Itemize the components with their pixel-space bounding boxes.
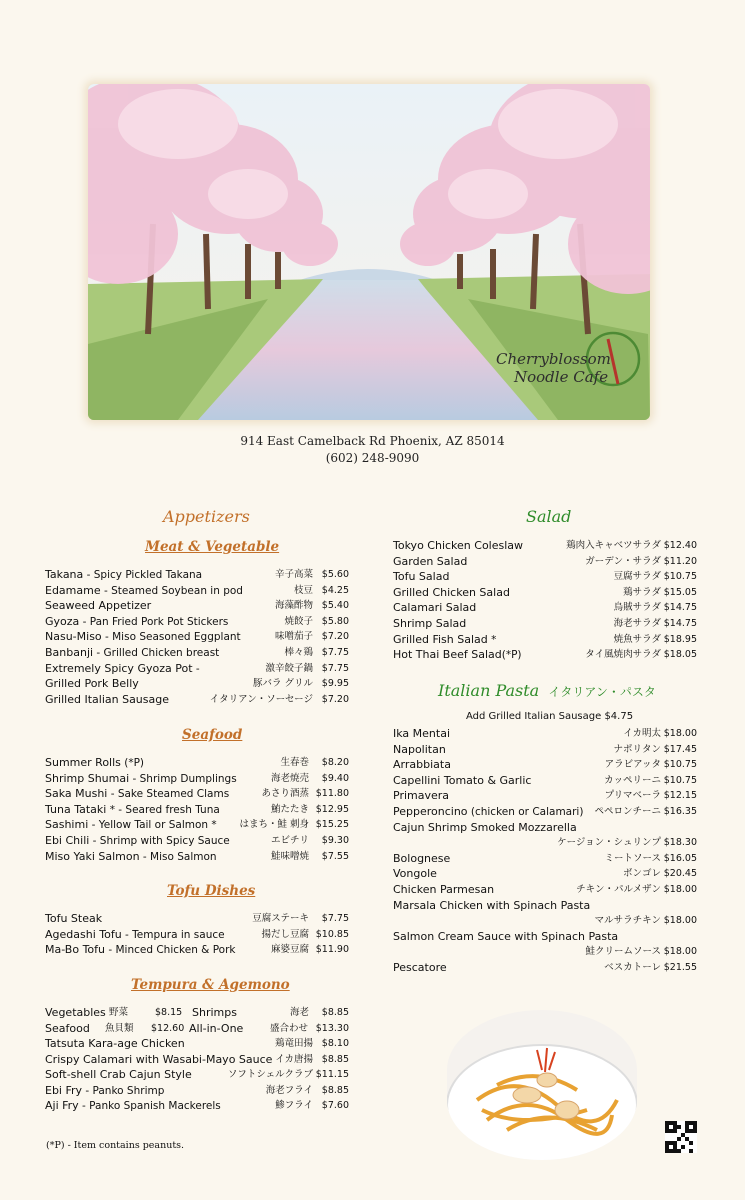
menu-item <box>45 614 349 630</box>
item-jp: 盛合わせ <box>270 1022 309 1034</box>
tempura-pair-row <box>45 1005 349 1021</box>
menu-item <box>45 583 349 599</box>
item-name: Miso Yaki Salmon <box>45 849 140 863</box>
item-name: Napolitan <box>393 742 446 756</box>
item-description: - Steamed Soybean in pod <box>100 584 243 597</box>
item-japanese-name: ナポリタン <box>613 743 661 755</box>
item-price: $10.75 <box>663 774 697 786</box>
item-price: $9.30 <box>321 834 349 846</box>
item-japanese-name: エビチリ <box>270 834 309 846</box>
item-name: Salmon Cream Sauce with Spinach Pasta <box>393 929 619 943</box>
item-japanese-name: 揚だし豆腐 <box>261 928 309 940</box>
item-japanese-name: はまち・鮭 刺身 <box>239 819 309 831</box>
item-price: $7.75 <box>321 646 349 658</box>
item-japanese-name: ボンゴレ <box>622 868 661 880</box>
item-price: $11.20 <box>663 555 697 567</box>
item-japanese-name: 激辛餃子鍋 <box>265 662 313 674</box>
menu-item <box>45 942 349 958</box>
item-name: Shrimps <box>192 1006 237 1019</box>
cafe-logo-text <box>496 350 611 386</box>
item-price: $18.00 <box>663 915 697 927</box>
item-name: All-in-One <box>189 1021 244 1035</box>
item-price: $7.75 <box>321 913 349 924</box>
tempura-list <box>45 1036 349 1114</box>
menu-item-continued <box>393 835 697 851</box>
item-price: $7.55 <box>321 850 349 862</box>
item-price: $8.85 <box>321 1084 349 1096</box>
menu-item <box>45 849 349 865</box>
menu-item <box>393 632 697 648</box>
item-name: Capellini Tomato & Garlic <box>393 773 532 787</box>
item-japanese-name: 海老サラダ <box>613 617 661 629</box>
item-japanese-name: カッペリーニ <box>604 774 661 786</box>
item-name: Tatsuta Kara-age Chicken <box>45 1037 185 1050</box>
item-name: Takana <box>45 568 84 581</box>
item-japanese-name: 生春巻 <box>280 757 309 768</box>
item-price: $14.75 <box>663 602 697 614</box>
item-price: $21.55 <box>663 961 697 973</box>
menu-item <box>45 927 349 943</box>
item-name: Ebi Fry <box>45 1083 83 1097</box>
item-name: Seaweed Appetizer <box>45 599 152 613</box>
item-price: $18.30 <box>663 837 697 849</box>
item-description: - Shrimp Dumplings <box>129 772 237 785</box>
item-description: - <box>192 662 200 675</box>
item-price: $7.20 <box>321 693 349 705</box>
item-price: $18.95 <box>663 633 697 645</box>
menu-item <box>393 600 697 616</box>
item-japanese-name: 海藻酢物 <box>274 600 313 612</box>
item-japanese-name: イカ唐揚 <box>275 1053 313 1065</box>
item-japanese-name: あさり酒蒸 <box>261 788 309 800</box>
item-name: Grilled Chicken Salad <box>393 585 510 599</box>
item-japanese-name: イカ明太 <box>623 728 661 739</box>
item-description: - Miso Salmon <box>139 850 217 863</box>
item-japanese-name: 鮭味噌焼 <box>270 850 309 862</box>
item-name: Cajun Shrimp Smoked Mozzarella <box>393 820 577 834</box>
item-price: $8.10 <box>321 1038 349 1049</box>
seafood-heading: Seafood <box>182 727 243 743</box>
item-japanese-name: 海老焼売 <box>270 772 309 784</box>
menu-item <box>45 771 349 787</box>
menu-item <box>45 1098 349 1114</box>
menu-item <box>393 820 697 836</box>
tempura-pairs <box>45 1005 349 1036</box>
item-price: $20.45 <box>663 868 697 880</box>
item-japanese-name: 海老フライ <box>265 1084 313 1096</box>
menu-item <box>393 742 697 758</box>
menu-item <box>45 1067 349 1083</box>
item-name: Calamari Salad <box>393 601 477 615</box>
menu-item <box>393 757 697 773</box>
item-description: - Panko Spanish Mackerels <box>78 1100 221 1113</box>
item-name: Pescatore <box>393 960 447 974</box>
item-price: $7.20 <box>321 631 349 643</box>
item-description: - Spicy Pickled Takana <box>83 569 203 581</box>
item-name: Primavera <box>393 789 450 803</box>
item-japanese-name: 鮭クリームソース <box>585 946 661 958</box>
item-name: Tuna Tataki <box>45 802 107 816</box>
item-jp: 海老 <box>290 1007 310 1018</box>
menu-item <box>393 898 697 914</box>
tempura-pair-row <box>45 1021 349 1037</box>
menu-item <box>393 851 697 867</box>
item-japanese-name: チキン・パルメザン <box>576 883 661 895</box>
item-name: Sashimi <box>45 818 89 832</box>
menu-item <box>45 661 349 677</box>
item-price: $12.95 <box>315 803 349 815</box>
item-name: Tofu Salad <box>393 570 450 584</box>
menu-item <box>45 692 349 708</box>
item-jp: 野菜 <box>109 1007 129 1018</box>
item-japanese-name: 麻婆豆腐 <box>270 944 309 956</box>
item-price: $18.05 <box>663 649 697 661</box>
item-japanese-name: 焼魚サラダ <box>613 633 661 645</box>
item-price: $10.85 <box>315 928 349 940</box>
menu-item <box>393 585 697 601</box>
item-japanese-name: 焼餃子 <box>284 615 313 627</box>
item-name: Edamame <box>45 583 101 597</box>
item-japanese-name: ケージョン・シュリンプ <box>557 837 661 849</box>
item-name: Tokyo Chicken Coleslaw <box>393 539 524 552</box>
meat-vegetable-heading: Meat & Vegetable <box>145 539 280 555</box>
menu-item <box>45 567 349 583</box>
item-name: Ma-Bo Tofu <box>45 943 106 957</box>
item-name: Vongole <box>393 867 437 881</box>
menu-item <box>45 629 349 645</box>
item-name: Grilled Fish Salad <box>393 632 488 646</box>
pasta-heading <box>438 681 656 700</box>
item-japanese-name: 枝豆 <box>293 584 313 596</box>
item-japanese-name: 豚バラ グリル <box>252 678 313 690</box>
appetizers-heading: Appetizers <box>163 507 250 526</box>
item-price: $16.05 <box>663 852 697 864</box>
menu-item <box>393 616 697 632</box>
meat-vegetable-list <box>45 567 349 707</box>
menu-item <box>393 554 697 570</box>
item-name: Bolognese <box>393 851 451 865</box>
item-price: $12.60 <box>151 1022 185 1034</box>
item-price: $17.45 <box>663 743 697 755</box>
item-name: Ebi Chili <box>45 833 90 847</box>
menu-item <box>393 788 697 804</box>
item-description: - Sake Steamed Clams <box>107 788 230 801</box>
item-price: $8.85 <box>321 1007 349 1018</box>
menu-item <box>45 645 349 661</box>
item-description: (*P) <box>501 649 522 662</box>
item-japanese-name: 豆腐ステーキ <box>252 913 309 924</box>
menu-item <box>45 1083 349 1099</box>
phone-number: (602) 248-9090 <box>325 451 420 465</box>
menu-item <box>393 929 697 945</box>
menu-item <box>393 726 697 742</box>
pasta-title-jp: イタリアン・パスタ <box>548 685 656 699</box>
item-price: $5.40 <box>321 600 349 612</box>
menu-item-continued <box>393 944 697 960</box>
item-description: - Tempura in sauce <box>121 928 225 941</box>
item-name: Garden Salad <box>393 554 468 568</box>
item-name: Saka Mushi <box>45 787 108 801</box>
item-price: $7.60 <box>321 1100 349 1112</box>
qr-code-icon <box>665 1121 697 1153</box>
item-price: $11.80 <box>315 788 349 800</box>
pasta-sausage-note: Add Grilled Italian Sausage $4.75 <box>466 711 634 722</box>
menu-item <box>45 817 349 833</box>
item-name: Shrimp Shumai <box>45 771 130 785</box>
item-name: Vegetables <box>45 1006 106 1019</box>
item-japanese-name: 鶏竜田揚 <box>274 1038 313 1049</box>
item-price: $18.00 <box>663 728 697 739</box>
item-price: $9.95 <box>321 678 349 690</box>
item-name: Chicken Parmesan <box>393 882 495 896</box>
item-price: $8.15 <box>155 1007 183 1018</box>
peanut-note: (*P) - Item contains peanuts. <box>46 1140 185 1151</box>
item-price: $5.60 <box>321 569 349 580</box>
item-japanese-name: マルサラチキン <box>594 915 661 927</box>
item-name: Tofu Steak <box>45 912 103 925</box>
item-name: Pepperoncino <box>393 804 468 818</box>
item-japanese-name: 鶏肉入キャベツサラダ <box>566 540 661 551</box>
item-price: $8.20 <box>321 757 349 768</box>
item-japanese-name: ガーデン・サラダ <box>585 555 661 567</box>
item-name: Ika Mentai <box>393 727 450 740</box>
item-japanese-name: ソフトシェルクラブ <box>227 1069 313 1081</box>
menu-item <box>45 676 349 692</box>
item-name: Arrabbiata <box>393 758 451 772</box>
item-japanese-name: イタリアン・ソーセージ <box>209 693 313 705</box>
menu-item <box>45 786 349 802</box>
item-price: $9.40 <box>321 772 349 784</box>
item-description: - Shrimp with Spicy Sauce <box>89 834 230 847</box>
menu-item <box>45 1052 349 1068</box>
item-description: - Miso Seasoned Eggplant <box>101 631 241 644</box>
item-japanese-name: タイ風焼肉サラダ <box>585 649 661 661</box>
seafood-list <box>45 755 349 864</box>
menu-item <box>393 882 697 898</box>
logo-line-1: Cherryblossom <box>496 350 611 368</box>
item-price: $12.15 <box>663 790 697 802</box>
item-price: $13.30 <box>315 1022 349 1034</box>
menu-item <box>45 755 349 771</box>
item-price: $16.35 <box>663 805 697 817</box>
item-name: Nasu-Miso <box>45 630 102 644</box>
item-price: $15.25 <box>315 819 349 831</box>
pasta-title: Italian Pasta <box>438 681 540 700</box>
item-description: - Minced Chicken & Pork <box>105 944 236 957</box>
tofu-dishes-list <box>45 911 349 958</box>
item-japanese-name: 味噌茄子 <box>274 631 313 643</box>
menu-item <box>393 960 697 976</box>
tempura-heading: Tempura & Agemono <box>131 977 290 993</box>
item-name: Summer Rolls <box>45 756 121 769</box>
item-price: $14.75 <box>663 617 697 629</box>
tofu-dishes-heading: Tofu Dishes <box>167 883 256 899</box>
item-japanese-name: 鮪たたき <box>270 803 309 815</box>
item-japanese-name: ペペロンチーニ <box>594 805 661 817</box>
item-price: $18.00 <box>663 946 697 958</box>
menu-item <box>393 569 697 585</box>
item-name: Grilled Pork Belly <box>45 677 139 691</box>
item-price: $18.00 <box>663 883 697 895</box>
salad-heading: Salad <box>526 507 572 526</box>
item-japanese-name: 豆腐サラダ <box>613 571 661 583</box>
item-price: $4.25 <box>321 584 349 596</box>
item-japanese-name: プリマベーラ <box>604 790 661 802</box>
item-name: Marsala Chicken with Spinach Pasta <box>393 898 591 912</box>
address: 914 East Camelback Rd Phoenix, AZ 85014 <box>240 434 505 448</box>
item-name: Grilled Italian Sausage <box>45 692 169 706</box>
item-price: $11.15 <box>315 1069 349 1081</box>
item-name: Extremely Spicy Gyoza Pot <box>45 661 193 675</box>
item-name: Soft-shell Crab Cajun Style <box>45 1068 192 1082</box>
item-japanese-name: 烏賊サラダ <box>613 602 661 614</box>
item-jp: 魚貝類 <box>105 1022 134 1034</box>
item-price: $10.75 <box>663 759 697 771</box>
item-name: Crispy Calamari with Wasabi-Mayo Sauce <box>45 1052 273 1066</box>
pasta-list <box>393 726 697 976</box>
menu-item <box>45 1036 349 1052</box>
item-japanese-name: 鯵フライ <box>275 1100 313 1112</box>
item-name: Shrimp Salad <box>393 616 467 630</box>
item-description: - Yellow Tail or Salmon * <box>88 819 217 832</box>
item-description: - Pan Fried Pork Pot Stickers <box>79 615 229 628</box>
item-price: $12.40 <box>663 540 697 551</box>
item-description: (*P) <box>120 757 145 769</box>
item-japanese-name: アラビアッタ <box>604 759 661 771</box>
menu-item <box>45 598 349 614</box>
salad-list <box>393 538 697 663</box>
menu-item <box>393 804 697 820</box>
item-price: $11.90 <box>315 944 349 956</box>
menu-item <box>393 773 697 789</box>
menu-item-continued <box>393 913 697 929</box>
item-description: * - Seared fresh Tuna <box>106 803 220 816</box>
item-japanese-name: ベスカトーレ <box>604 961 661 973</box>
menu-item <box>393 538 697 554</box>
logo-line-2: Noodle Cafe <box>514 368 609 386</box>
item-price: $8.85 <box>321 1053 349 1065</box>
item-japanese-name: 辛子高菜 <box>274 569 313 580</box>
menu-item <box>393 647 697 663</box>
menu-item <box>393 866 697 882</box>
item-price: $15.05 <box>663 586 697 598</box>
item-name: Seafood <box>45 1021 90 1035</box>
item-japanese-name: 鶏サラダ <box>623 586 661 598</box>
item-price: $5.80 <box>321 615 349 627</box>
item-name: Gyoza <box>45 614 80 628</box>
item-japanese-name: ミートソース <box>604 852 661 864</box>
item-name: Banbanji <box>45 645 94 659</box>
item-price: $7.75 <box>321 662 349 674</box>
item-name: Agedashi Tofu <box>45 927 122 941</box>
pasta-photo <box>447 1010 637 1160</box>
item-japanese-name: 棒々鶏 <box>284 646 313 658</box>
menu-item <box>45 911 349 927</box>
item-description: (chicken or Calamari) <box>467 805 584 818</box>
menu-item <box>45 833 349 849</box>
item-price: $10.75 <box>663 571 697 583</box>
item-description: - Grilled Chicken breast <box>93 646 220 659</box>
item-description: * <box>487 633 497 646</box>
item-description: - Panko Shrimp <box>82 1084 165 1097</box>
menu-item <box>45 802 349 818</box>
item-name: Aji Fry <box>45 1099 79 1113</box>
item-name: Hot Thai Beef Salad <box>393 648 502 662</box>
